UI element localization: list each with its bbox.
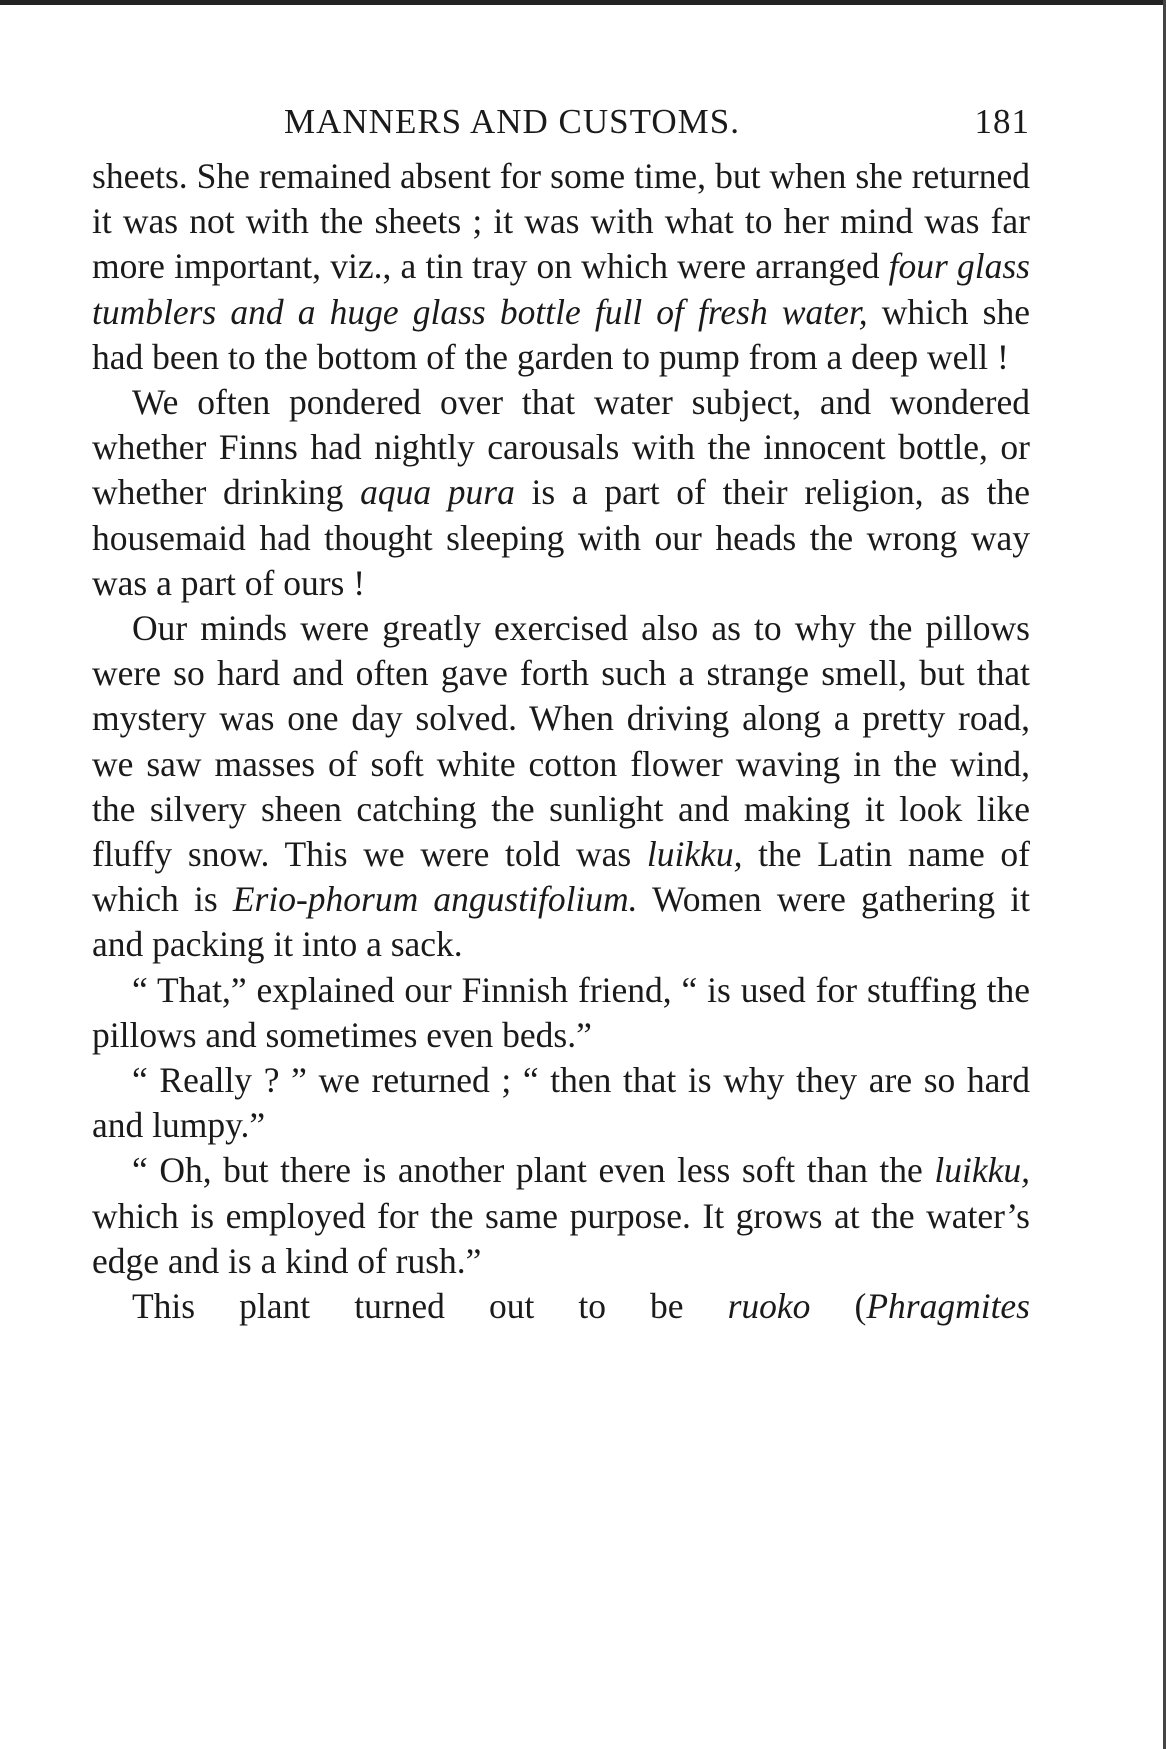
paragraph-7 [92, 1284, 1030, 1329]
paragraph-3-text-e: Women were gathering it and packing it into a sack. [92, 879, 1030, 965]
body-text [92, 154, 1030, 1329]
running-head [92, 102, 1030, 154]
paragraph-1-text-c: which she had been to the bottom of the garden to pump from a deep well ! [92, 291, 1030, 377]
paragraph-3-text-c: the Latin name of which is [92, 834, 1030, 920]
paragraph-7-text-a: This plant turned out to be [132, 1286, 728, 1327]
paragraph-2 [92, 380, 1030, 606]
running-title: MANNERS AND CUSTOMS. [284, 102, 740, 141]
paragraph-2-text-a: We often pondered over that water subject, and wondered whether Finns had nightly carousals with the innocent bottle, or whether drinking [92, 382, 1030, 513]
paragraph-7-italic-ruoko: ruoko [727, 1286, 811, 1327]
paragraph-6-text-a: “ Oh, but there is another plant even less soft than the [132, 1150, 935, 1191]
paragraph-6-italic: luikku, [934, 1150, 1030, 1191]
paragraph-3 [92, 606, 1030, 968]
top-edge-rule [0, 0, 1166, 5]
paragraph-1-italic: four glass tumblers and a huge glass bottle full of fresh water, [92, 246, 1030, 332]
paragraph-6-text-c: which is employed for the same purpose. It grows at the water’s edge and is a kind of rush.” [92, 1195, 1030, 1281]
paragraph-4: “ That,” explained our Finnish friend, “ is used for stuffing the pillows and sometimes even beds.” [92, 969, 1030, 1055]
paragraph-2-text-c: is a part of their religion, as the housemaid had thought sleeping with our heads the wrong way was a part of ours ! [92, 472, 1030, 603]
paragraph-3-italic-luikku: luikku, [646, 834, 743, 875]
paragraph-3-text-a: Our minds were greatly exercised also as to why the pillows were so hard and often gave forth such a strange smell, but that mystery was one day solved. When driving along a pretty road, we saw masses of soft white cotton flower waving in the wind, the silvery sheen catching the sunlight and making it look like fluffy snow. This we were told was [92, 608, 1030, 875]
paragraph-7-italic-phragmites: Phragmites [866, 1286, 1030, 1327]
paragraph-1-text-a: sheets. She remained absent for some time, but when she returned it was not with the sheets ; it was with what to her mind was far more important, viz., a tin tray on which were arranged [92, 156, 1030, 287]
book-page [92, 102, 1030, 1329]
paragraph-1 [92, 154, 1030, 380]
paragraph-7-text-c: ( [810, 1286, 867, 1327]
paragraph-3-italic-latin-name: Erio-phorum angustifolium. [232, 879, 638, 920]
paragraph-5: “ Really ? ” we returned ; “ then that is why they are so hard and lumpy.” [92, 1060, 1030, 1146]
paragraph-2-italic: aqua pura [360, 472, 515, 513]
paragraph-6 [92, 1148, 1030, 1284]
page-number: 181 [974, 102, 1030, 141]
